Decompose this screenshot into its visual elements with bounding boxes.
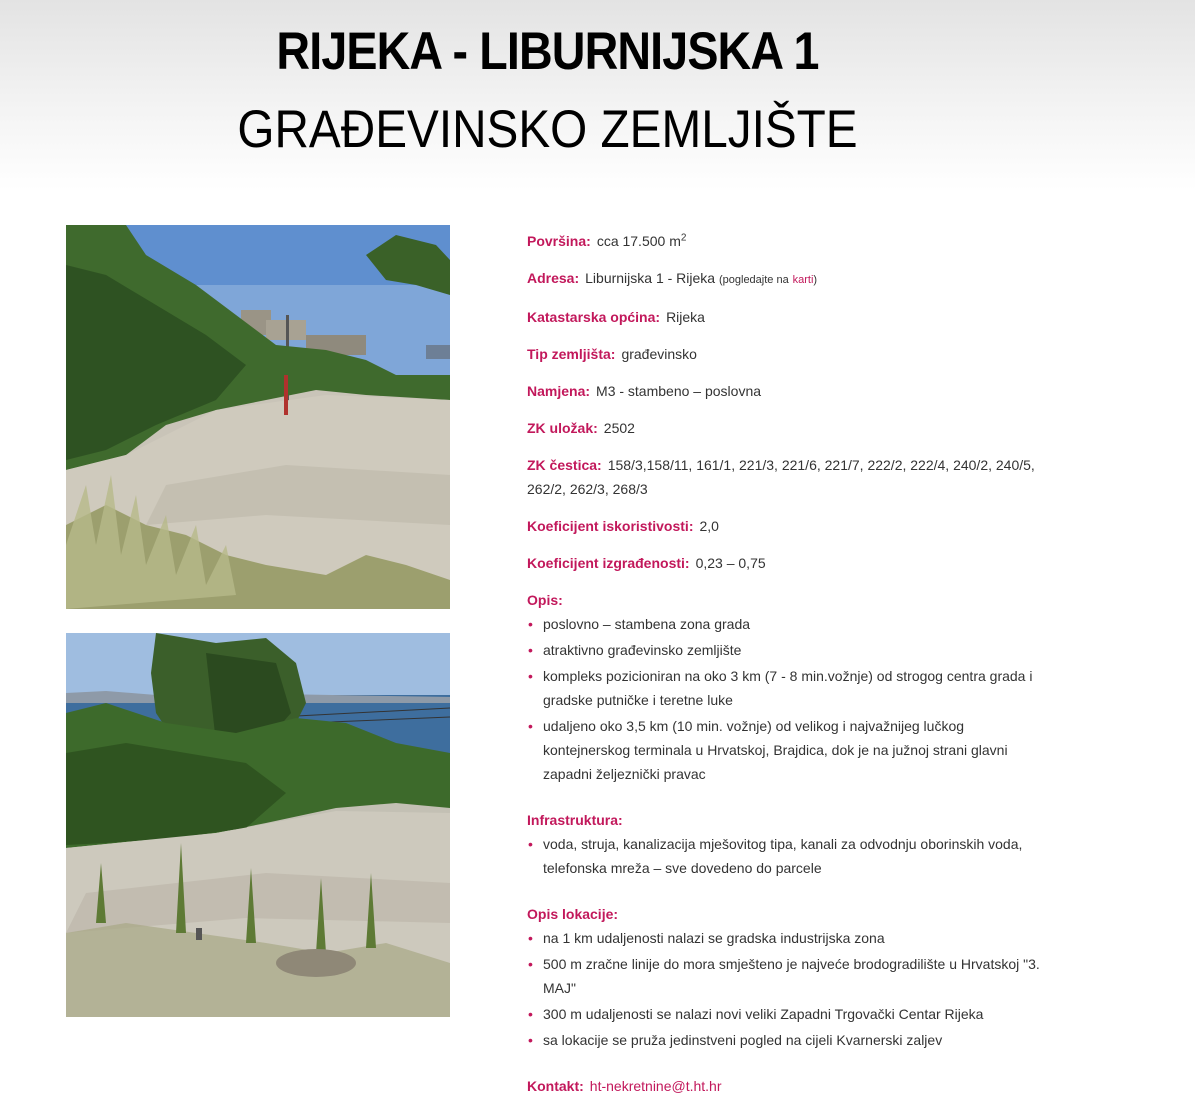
list-item: • 500 m zračne linije do mora smješteno je najveće brodogradilište u Hrvatskoj "3. MAJ" xyxy=(527,952,1047,1000)
detail-value: 158/3,158/11, 161/1, 221/3, 221/6, 221/7, 222/2, 222/4, 240/2, 240/5, 262/2, 262/3, 268/3 xyxy=(527,457,1035,497)
detail-label: Namjena: xyxy=(527,383,591,399)
detail-value: 0,23 – 0,75 xyxy=(695,555,766,571)
bullet-icon: • xyxy=(528,718,533,734)
bullet-icon: • xyxy=(528,668,533,684)
detail-value: Rijeka xyxy=(666,309,705,325)
detail-label: Koeficijent izgrađenosti: xyxy=(527,555,690,571)
page-title: RIJEKA - LIBURNIJSKA 1 xyxy=(276,22,819,81)
detail-value-sup: 2 xyxy=(680,232,687,244)
detail-povrsina xyxy=(527,229,1047,253)
lokacija-section xyxy=(527,902,1047,1052)
detail-katastarska xyxy=(527,305,1047,329)
infrastruktura-label: Infrastruktura: xyxy=(527,812,623,828)
detail-label: Tip zemljišta: xyxy=(527,346,616,362)
bullet-icon: • xyxy=(528,616,533,632)
bullet-icon: • xyxy=(528,1032,533,1048)
list-item: • udaljeno oko 3,5 km (10 min. vožnje) od velikog i najvažnijeg lučkog kontejnerskog terminala u Hrvatskoj, Brajdica, dok je na južnoj strani glavni zapadni željeznički pravac xyxy=(527,714,1047,786)
bullet-icon: • xyxy=(528,956,533,972)
list-item: • sa lokacije se pruža jedinstveni pogled na cijeli Kvarnerski zaljev xyxy=(527,1028,1047,1052)
detail-value: Liburnijska 1 - Rijeka xyxy=(585,270,716,286)
detail-koef-iskoristivosti xyxy=(527,514,1047,538)
property-details xyxy=(527,229,1047,1111)
detail-value: 2502 xyxy=(603,420,635,436)
list-item: • poslovno – stambena zona grada xyxy=(527,612,1047,636)
bullet-icon: • xyxy=(528,642,533,658)
detail-value: 2,0 xyxy=(699,518,719,534)
list-item: • voda, struja, kanalizacija mješovitog tipa, kanali za odvodnju oborinskih voda, telefonska mreža – sve dovedeno do parcele xyxy=(527,832,1047,880)
lokacija-list xyxy=(527,926,1047,1052)
bullet-icon: • xyxy=(528,930,533,946)
opis-list xyxy=(527,612,1047,786)
map-note-prefix: (pogledajte na xyxy=(718,274,789,286)
detail-label: Adresa: xyxy=(527,270,580,286)
property-photo-2[interactable] xyxy=(66,633,450,1017)
map-note-suffix: ) xyxy=(813,274,818,286)
detail-label: ZK čestica: xyxy=(527,457,602,473)
detail-label: ZK uložak: xyxy=(527,420,598,436)
detail-zk-ulozak xyxy=(527,416,1047,440)
detail-label: Koeficijent iskoristivosti: xyxy=(527,518,694,534)
detail-namjena xyxy=(527,379,1047,403)
property-photo-1[interactable] xyxy=(66,225,450,609)
detail-label: Katastarska općina: xyxy=(527,309,661,325)
bullet-icon: • xyxy=(528,1006,533,1022)
detail-value: građevinsko xyxy=(621,346,697,362)
detail-zk-cestica xyxy=(527,453,1047,501)
list-item: • atraktivno građevinsko zemljište xyxy=(527,638,1047,662)
infrastruktura-list xyxy=(527,832,1047,880)
detail-value: M3 - stambeno – poslovna xyxy=(596,383,762,399)
page-subtitle: GRAĐEVINSKO ZEMLJIŠTE xyxy=(237,100,858,159)
detail-koef-izgradenosti xyxy=(527,551,1047,575)
list-item: • 300 m udaljenosti se nalazi novi veliki Zapadni Trgovački Centar Rijeka xyxy=(527,1002,1047,1026)
kontakt-label: Kontakt: xyxy=(527,1078,584,1094)
list-item: • na 1 km udaljenosti nalazi se gradska industrijska zona xyxy=(527,926,1047,950)
list-item: • kompleks pozicioniran na oko 3 km (7 - 8 min.vožnje) od strogog centra grada i gradske putničke i teretne luke xyxy=(527,664,1047,712)
detail-value: cca 17.500 m xyxy=(596,233,681,249)
opis-label: Opis: xyxy=(527,592,563,608)
map-link[interactable]: karti xyxy=(792,274,814,286)
opis-section xyxy=(527,588,1047,786)
page-header xyxy=(0,0,1195,190)
detail-tip xyxy=(527,342,1047,366)
infrastruktura-section xyxy=(527,808,1047,880)
bullet-icon: • xyxy=(528,836,533,852)
kontakt-email-link[interactable]: ht-nekretnine@t.ht.hr xyxy=(589,1078,722,1094)
kontakt-row xyxy=(527,1074,1047,1098)
detail-label: Površina: xyxy=(527,233,591,249)
detail-adresa xyxy=(527,266,1047,292)
lokacija-label: Opis lokacije: xyxy=(527,906,619,922)
